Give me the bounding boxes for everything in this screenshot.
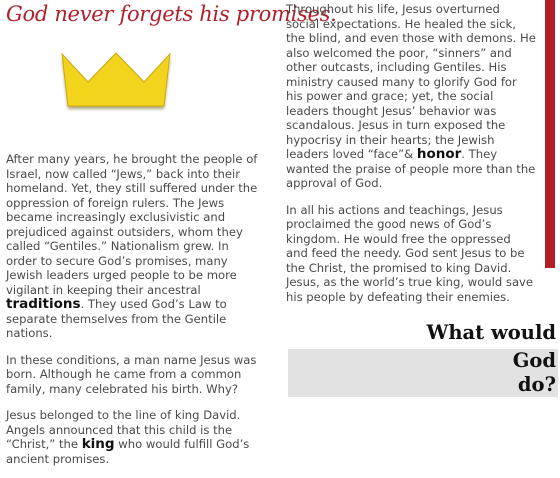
question-line-2: God: [512, 349, 556, 372]
paragraph-overturned-expectations: Throughout his life, Jesus overturned social expectations. He healed the sick, the blind, and even those with demons. He also welcomed the poor, “sinners” and other outcasts, including Gentiles. His ministry caused many to glorify God for his power and grace; yet, the social leaders thought Jesus’ behavior was scandalous. Jesus in turn exposed the hypocrisy in their hearts; the Jewish leaders loved “face”& honor. They wanted the praise of people more than the approval of God.: [286, 2, 536, 190]
right-column: [286, 2, 536, 316]
keyword-traditions: traditions: [6, 296, 81, 312]
question-line-1: What would: [426, 321, 556, 344]
question-highlight-box: [288, 349, 558, 397]
paragraph-good-news-kingdom: In all his actions and teachings, Jesus proclaimed the good news of God’s kingdom. He would free the oppressed and feed the needy. God sent Jesus to be the Christ, the promised to king David. Jesus, as the world’s true king, would save his people by defeating their enemies.: [286, 202, 534, 304]
left-column: [6, 152, 262, 478]
paragraph-jesus-born: In these conditions, a man name Jesus was born. Although he came from a common family, many celebrated his birth. Why?: [6, 352, 257, 396]
keyword-honor: honor: [416, 146, 462, 162]
paragraph-return-to-homeland: After many years, he brought the people of Israel, now called “Jews,” back into their homeland. Yet, they still suffered under the oppression of foreign rulers. The Jews became increasingly exclusivistic and prejudiced against outsiders, whom they called “Gentiles.” Nationalism grew. In order to secure God’s promises, many Jewish leaders urged people to be more vigilant in keeping their ancestral traditions. They used God’s Law to separate themselves from the Gentile nations.: [6, 152, 258, 340]
paragraph-line-of-david: Jesus belonged to the line of king David. Angels announced that this child is the “Christ,” the king who would fulfill God’s ancient promises.: [6, 408, 250, 466]
crown-icon: [56, 50, 176, 114]
accent-bar: [545, 0, 555, 268]
question-line-3: do?: [517, 373, 556, 396]
keyword-king: king: [81, 436, 115, 452]
page-title: God never forgets his promises.: [6, 2, 337, 26]
question-heading: [288, 320, 558, 397]
